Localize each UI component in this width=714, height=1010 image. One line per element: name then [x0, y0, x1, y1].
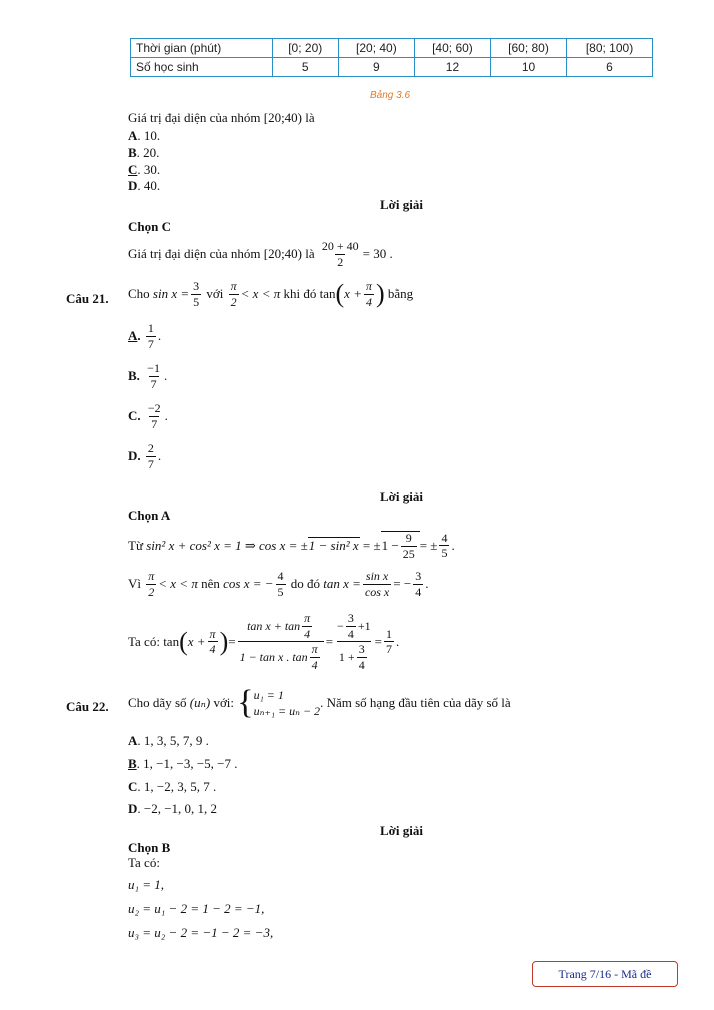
table-row: [131, 58, 653, 77]
q22-option-c: C. 1, −2, 3, 5, 7 .: [128, 779, 217, 794]
table-row: [131, 39, 653, 58]
q22-option-b: B. 1, −1, −3, −5, −7 .: [128, 756, 238, 771]
q21-solution-line-2: Vì $\frac{\pi}{2}$ < x < π nên cos x = − $\frac{4}{5}$ do đó tan x = $\frac{\text{sin x}}{\text{cos x}}$ = − $\frac{3}{4}$ .: [128, 569, 429, 599]
table-cell: [20; 40): [338, 39, 414, 58]
q22-option-a: A. 1, 3, 5, 7, 9 .: [128, 733, 209, 748]
q22-solution-line: u₁ = 1,: [128, 877, 165, 892]
table-row-label: Số học sinh: [131, 58, 273, 77]
table-cell: [60; 80): [490, 39, 566, 58]
q22-label: Câu 22.: [66, 699, 109, 714]
q21-solution-title: Lời giải: [380, 489, 423, 504]
q20-option-c: C. 30.: [128, 162, 161, 177]
table-cell: [0; 20): [272, 39, 338, 58]
table-cell: 9: [338, 58, 414, 77]
q20-option-b: B. 20.: [128, 145, 160, 160]
q21-solution-line-1: Từ sin² x + cos² x = 1 ⇒ cos x = ± 1 − sin² x = ± 1 − $\frac{9}{25}$ = ± $\frac{4}{5}$ .: [128, 530, 455, 561]
q21-solution-line-3: Ta có: tan ( x + $\frac{\pi}{4}$ ) = tan x + tan $\frac{\pi}{4}$ 1 − tan x . tan $\frac{\pi}{4}$ = − $\frac{3}{4}$ +1 1 + $\frac{3}{4}$ = $\frac{1}{7}$ .: [128, 611, 400, 672]
q21-stem: Cho sin x = $\frac{3}{5}$ với $\frac{\pi}{2}$ < x < π khi đó tan ( x + $\frac{\pi}{4}$ ) bằng: [128, 279, 414, 309]
q21-option-d: D . $\frac{2}{7}$ .: [128, 441, 162, 471]
table-cell: 12: [414, 58, 490, 77]
q20-choice: Chọn C: [128, 219, 171, 234]
q20-option-d: D. 40.: [128, 178, 161, 193]
table-cell: [40; 60): [414, 39, 490, 58]
q20-option-a: A. 10.: [128, 128, 161, 143]
q22-ta-co: Ta có:: [128, 855, 160, 870]
q20-solution-title: Lời giải: [380, 197, 423, 212]
q21-option-b: B . $\frac{-1}{7}$ .: [128, 361, 168, 391]
table-cell: 5: [272, 58, 338, 77]
q21-option-c: C . $\frac{-2}{7}$ .: [128, 401, 168, 431]
q21-option-a: A . $\frac{1}{7}$ .: [128, 321, 162, 351]
q22-choice: Chọn B: [128, 840, 171, 855]
frequency-table: [130, 38, 653, 77]
q22-option-d: D. −2, −1, 0, 1, 2: [128, 801, 218, 816]
q22-solution-title: Lời giải: [380, 823, 423, 838]
page-indicator: Trang 7/16 - Mã đề: [532, 961, 678, 987]
table-cell: 10: [490, 58, 566, 77]
table-cell: [80; 100): [567, 39, 653, 58]
q22-solution-line: u₃ = u₂ − 2 = −1 − 2 = −3,: [128, 925, 274, 940]
q21-choice: Chọn A: [128, 508, 171, 523]
q20-explanation: Giá trị đại diện của nhóm [20;40) là $\frac{20 + 40}{2}$ = 30 .: [128, 239, 393, 269]
q22-solution-line: u₂ = u₁ − 2 = 1 − 2 = −1,: [128, 901, 265, 916]
q22-stem: Cho dãy số (uₙ) với: { u₁ = 1 uₙ₊₁ = uₙ − 2 . Năm số hạng đầu tiên của dãy số là: [128, 684, 511, 721]
table-caption: Bảng 3.6: [370, 90, 411, 101]
q21-label: Câu 21.: [66, 291, 109, 306]
table-cell: 6: [567, 58, 653, 77]
q20-question: Giá trị đại diện của nhóm [20;40) là: [128, 110, 315, 125]
table-header-label: Thời gian (phút): [131, 39, 273, 58]
